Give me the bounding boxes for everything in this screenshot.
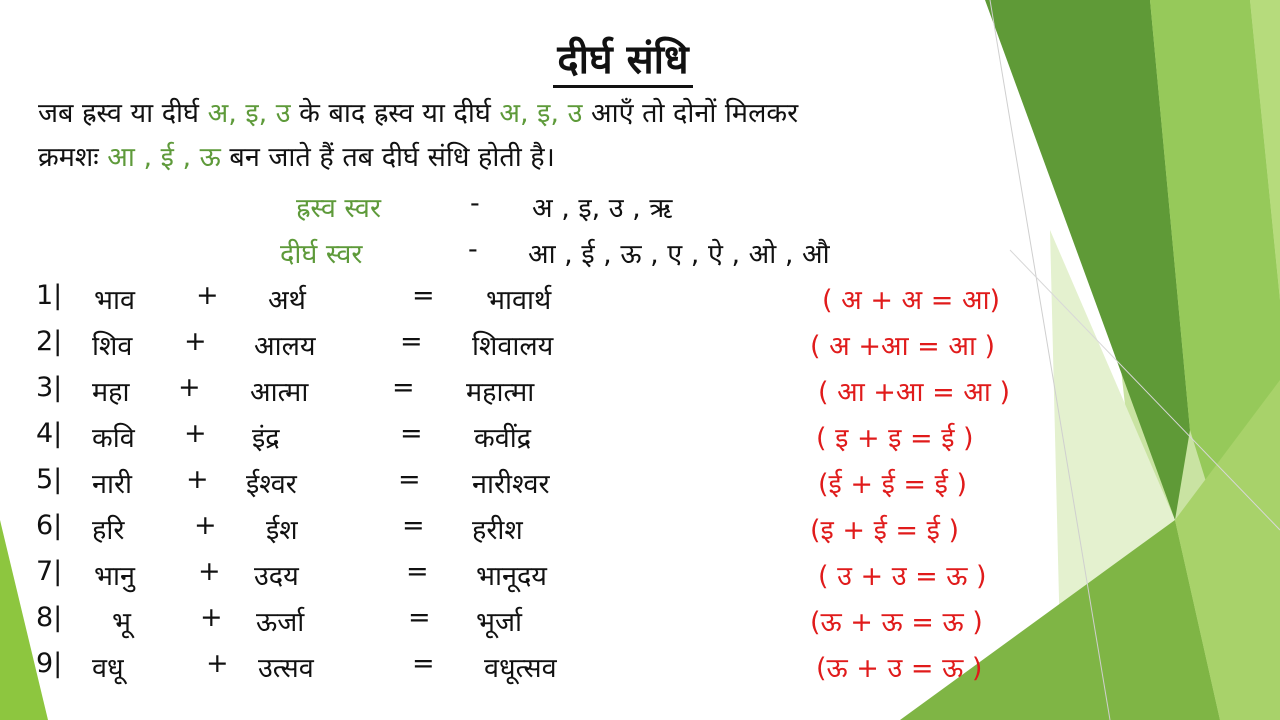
example-equals: = <box>406 556 429 587</box>
example-number: 5| <box>36 464 63 495</box>
example-result: कवींद्र <box>474 423 532 454</box>
example-rule: (ऊ + उ = ऊ ) <box>816 653 983 684</box>
example-rule: (इ + ई = ई ) <box>810 515 959 546</box>
definition-vowels-2: अ, इ, उ <box>499 98 583 129</box>
example-word-1: शिव <box>92 331 133 362</box>
example-equals: = <box>398 464 421 495</box>
example-number: 9| <box>36 648 63 679</box>
example-plus: + <box>194 510 217 541</box>
example-word-2: आत्मा <box>250 377 309 408</box>
example-number: 3| <box>36 372 63 403</box>
example-result: शिवालय <box>472 331 554 362</box>
example-plus: + <box>184 326 207 357</box>
example-number: 2| <box>36 326 63 357</box>
hrasva-label: ह्रस्व स्वर <box>296 193 381 224</box>
example-equals: = <box>412 280 435 311</box>
example-result: भूर्जा <box>476 607 523 638</box>
example-rule: ( इ + इ = ई ) <box>816 423 974 454</box>
example-word-2: उदय <box>254 561 299 592</box>
example-word-1: वधू <box>92 653 124 684</box>
example-equals: = <box>400 326 423 357</box>
example-equals: = <box>408 602 431 633</box>
example-plus: + <box>178 372 201 403</box>
example-word-1: भानु <box>94 561 135 592</box>
example-equals: = <box>392 372 415 403</box>
example-number: 4| <box>36 418 63 449</box>
example-rule: ( आ +आ = आ ) <box>818 377 1011 408</box>
example-word-1: नारी <box>92 469 133 500</box>
example-result: भावार्थ <box>486 285 552 316</box>
example-equals: = <box>412 648 435 679</box>
example-number: 1| <box>36 280 63 311</box>
example-rule: (ऊ + ऊ = ऊ ) <box>810 607 983 638</box>
example-number: 7| <box>36 556 63 587</box>
example-plus: + <box>186 464 209 495</box>
example-number: 6| <box>36 510 63 541</box>
example-plus: + <box>196 280 219 311</box>
example-word-2: आलय <box>254 331 316 362</box>
example-result: नारीश्वर <box>472 469 550 500</box>
example-number: 8| <box>36 602 63 633</box>
definition-results: आ , ई , ऊ <box>107 142 221 173</box>
example-rule: ( अ +आ = आ ) <box>810 331 996 362</box>
dirgha-label: दीर्घ स्वर <box>280 239 363 270</box>
example-result: भानूदय <box>476 561 547 592</box>
definition-part2: के बाद ह्रस्व या दीर्घ <box>290 98 500 129</box>
definition-part3: आएँ तो दोनों मिलकर <box>582 98 799 129</box>
example-word-2: ऊर्जा <box>256 607 305 638</box>
example-word-1: भू <box>112 607 131 638</box>
example-word-1: कवि <box>92 423 135 454</box>
definition-part4: क्रमशः <box>38 142 108 173</box>
example-word-2: अर्थ <box>268 285 306 316</box>
example-word-1: भाव <box>94 285 135 316</box>
example-word-2: इंद्र <box>252 423 280 454</box>
definition-part5: बन जाते हैं तब दीर्घ संधि होती है। <box>220 142 555 173</box>
example-word-2: ईश्वर <box>246 469 297 500</box>
example-result: वधूत्सव <box>484 653 557 684</box>
hrasva-values: अ , इ, उ , ऋ <box>532 193 673 224</box>
example-word-1: हरि <box>92 515 125 546</box>
example-plus: + <box>198 556 221 587</box>
example-rule: (ई + ई = ई ) <box>818 469 967 500</box>
example-plus: + <box>200 602 223 633</box>
example-equals: = <box>400 418 423 449</box>
definition-part1: जब ह्रस्व या दीर्घ <box>38 98 208 129</box>
example-word-2: ईश <box>266 515 298 546</box>
definition-vowels-1: अ, इ, उ <box>207 98 291 129</box>
example-plus: + <box>206 648 229 679</box>
example-rule: ( उ + उ = ऊ ) <box>818 561 987 592</box>
title-text: दीर्घ संधि <box>553 37 692 88</box>
example-equals: = <box>402 510 425 541</box>
example-result: महात्मा <box>466 377 535 408</box>
example-word-1: महा <box>92 377 130 408</box>
hrasva-dash: - <box>470 188 480 219</box>
dirgha-values: आ , ई , ऊ , ए , ऐ , ओ , औ <box>528 239 830 270</box>
example-word-2: उत्सव <box>258 653 314 684</box>
dirgha-dash: - <box>468 234 478 265</box>
example-plus: + <box>184 418 207 449</box>
example-rule: ( अ + अ = आ) <box>822 285 1001 316</box>
example-result: हरीश <box>472 515 523 546</box>
